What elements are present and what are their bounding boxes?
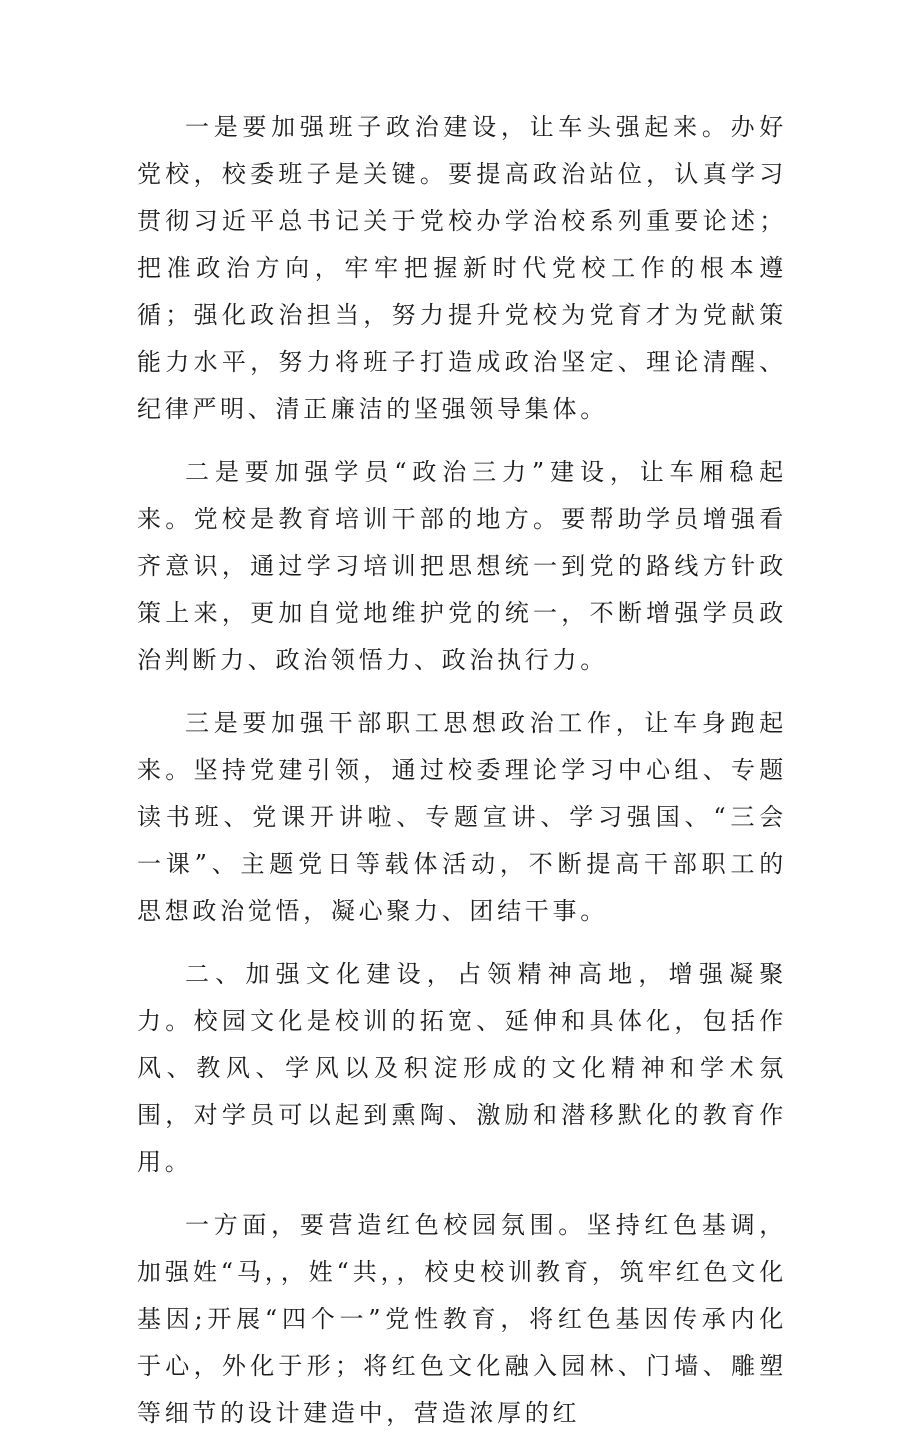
- document-body: [137, 104, 787, 1437]
- paragraph-1: 一是要加强班子政治建设，让车头强起来。办好党校，校委班子是关键。要提高政治站位，认真学习贯彻习近平总书记关于党校办学治校系列重要论述；把准政治方向，牢牢把握新时代党校工作的根本遵循；强化政治担当，努力提升党校为党育才为党献策能力水平，努力将班子打造成政治坚定、理论清醒、纪律严明、清正廉洁的坚强领导集体。: [137, 113, 787, 423]
- paragraph-5: 一方面，要营造红色校园氛围。坚持红色基调，加强姓“马，，姓“共，，校史校训教育，筑牢红色文化基因;开展“四个一”党性教育，将红色基因传承内化于心，外化于形；将红色文化融入园林、门墙、雕塑等细节的设计建造中，营造浓厚的红: [137, 1211, 787, 1427]
- paragraph-2: 二是要加强学员“政治三力”建设，让车厢稳起来。党校是教育培训干部的地方。要帮助学员增强看齐意识，通过学习培训把思想统一到党的路线方针政策上来，更加自觉地维护党的统一，不断增强学员政治判断力、政治领悟力、政治执行力。: [137, 458, 787, 674]
- paragraph-3: 三是要加强干部职工思想政治工作，让车身跑起来。坚持党建引领，通过校委理论学习中心组、专题读书班、党课开讲啦、专题宣讲、学习强国、“三会一课”、主题党日等载体活动，不断提高干部职工的思想政治觉悟，凝心聚力、团结干事。: [137, 709, 787, 925]
- paragraph-4: 二、加强文化建设，占领精神高地，增强凝聚力。校园文化是校训的拓宽、延伸和具体化，包括作风、教风、学风以及积淀形成的文化精神和学术氛围，对学员可以起到熏陶、激励和潜移默化的教育作用。: [137, 960, 787, 1176]
